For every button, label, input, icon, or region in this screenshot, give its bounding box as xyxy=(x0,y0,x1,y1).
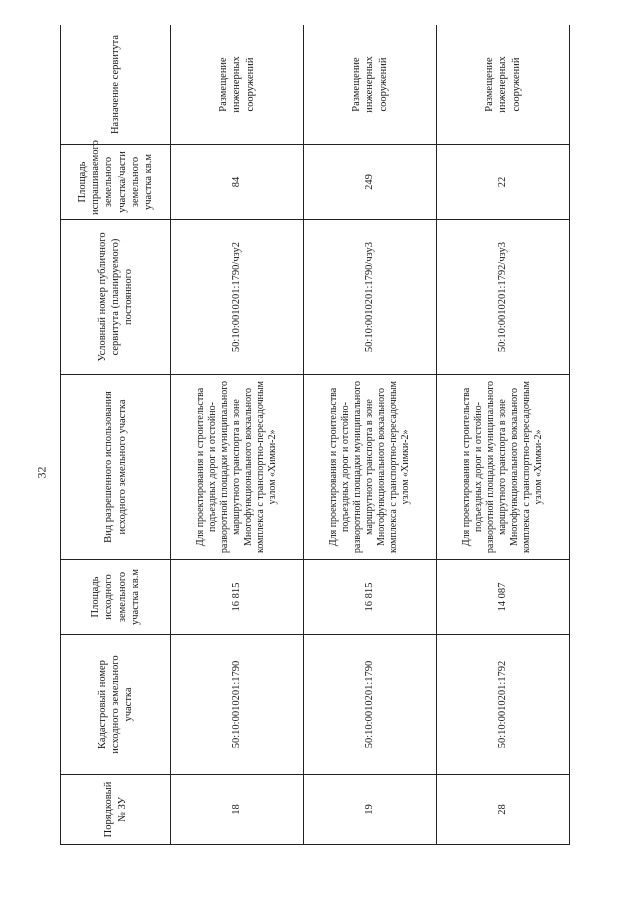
cell-plot-number: 28 xyxy=(437,775,570,845)
cell-source-area: 16 815 xyxy=(304,560,437,635)
table-frame xyxy=(60,25,570,845)
table-header-row xyxy=(61,25,171,845)
cell-requested-area: 249 xyxy=(304,145,437,220)
cell-permitted-use: Для проектирования и строительства подъездных дорог и отстойно-разворотной площадки муниципального маршрутного транспорта в зоне Многофункционального вокзального комплекса с транспортно-пересадочным узлом «Химки-2» xyxy=(171,375,304,560)
header-servitude-number: Условный номер публичного сервитута (планируемого) постоянного xyxy=(61,220,171,375)
cell-cadastral-number: 50:10:0010201:1790 xyxy=(171,635,304,775)
header-permitted-use: Вид разрешенного использования исходного земельного участка xyxy=(61,375,171,560)
header-requested-area: Площадь испрашиваемого земельного участка/части земельного участка кв.м xyxy=(61,145,171,220)
cell-cadastral-number: 50:10:0010201:1792 xyxy=(437,635,570,775)
cell-plot-number: 19 xyxy=(304,775,437,845)
table-row xyxy=(304,25,437,845)
cell-source-area: 14 087 xyxy=(437,560,570,635)
table-row xyxy=(437,25,570,845)
header-cadastral-number: Кадастровый номер исходного земельного участка xyxy=(61,635,171,775)
cell-servitude-purpose: Размещение инженерных сооружений xyxy=(304,25,437,145)
cell-plot-number: 18 xyxy=(171,775,304,845)
header-plot-number: Порядковый № ЗУ xyxy=(61,775,171,845)
header-source-area: Площадь исходного земельного участка кв.м xyxy=(61,560,171,635)
cell-requested-area: 84 xyxy=(171,145,304,220)
cell-servitude-number: 50:10:0010201:1790/чзу2 xyxy=(171,220,304,375)
servitude-table xyxy=(60,25,570,845)
cell-servitude-number: 50:10:0010201:1790/чзу3 xyxy=(304,220,437,375)
cell-requested-area: 22 xyxy=(437,145,570,220)
cell-cadastral-number: 50:10:0010201:1790 xyxy=(304,635,437,775)
cell-permitted-use: Для проектирования и строительства подъездных дорог и отстойно-разворотной площадки муниципального маршрутного транспорта в зоне Многофункционального вокзального комплекса с транспортно-пересадочным узлом «Химки-2» xyxy=(437,375,570,560)
header-servitude-purpose: Назначение сервитута xyxy=(61,25,171,145)
cell-servitude-purpose: Размещение инженерных сооружений xyxy=(171,25,304,145)
cell-source-area: 16 815 xyxy=(171,560,304,635)
rotated-table-container xyxy=(60,25,570,845)
cell-servitude-number: 50:10:0010201:1792/чзу3 xyxy=(437,220,570,375)
cell-servitude-purpose: Размещение инженерных сооружений xyxy=(437,25,570,145)
cell-permitted-use: Для проектирования и строительства подъездных дорог и отстойно-разворотной площадки муниципального маршрутного транспорта в зоне Многофункционального вокзального комплекса с транспортно-пересадочным узлом «Химки-2» xyxy=(304,375,437,560)
page-number: 32 xyxy=(34,466,49,479)
table-row xyxy=(171,25,304,845)
